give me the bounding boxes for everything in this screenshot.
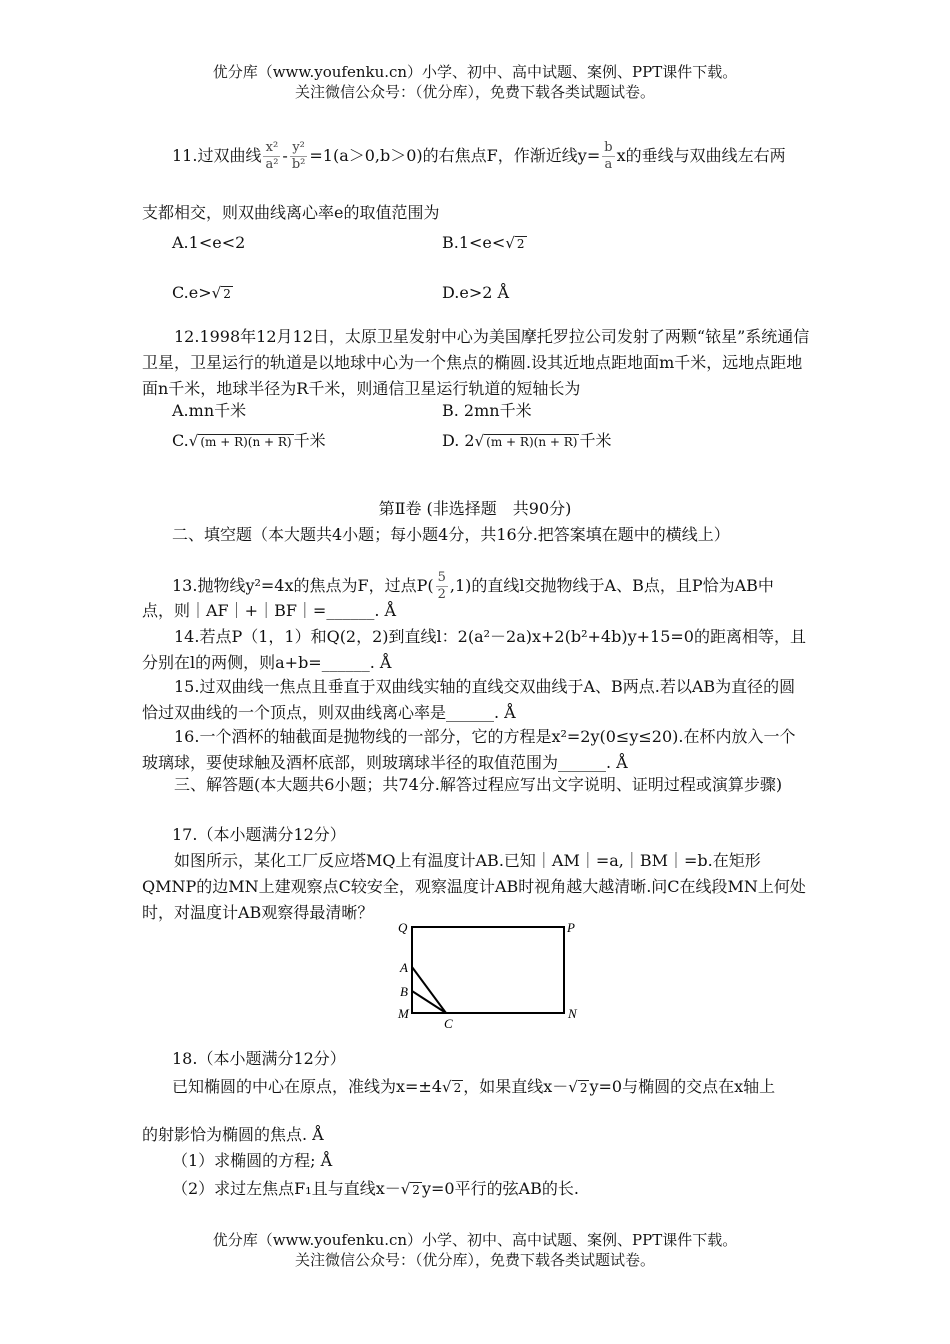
question-11-line-2: 支都相交，则双曲线离心率e的取值范围为 [142, 203, 440, 222]
q11-option-c: C.e>√ 2 [172, 283, 231, 302]
fraction-5-2: $\frac{5}{2}$ [437, 570, 446, 602]
label-m: M [398, 1006, 409, 1021]
q11-option-d: D.e>2 Å [442, 283, 510, 302]
minus-sign: - [282, 146, 288, 165]
fraction-b-a: $\frac{b}{a}$ [604, 140, 613, 172]
question-15-text: 15.过双曲线一焦点且垂直于双曲线实轴的直线交双曲线于A、B两点.若以AB为直径的圆恰过双曲线的一个顶点，则双曲线离心率是______. Å [142, 677, 796, 722]
q12-option-b: B. 2mn千米 [442, 401, 532, 420]
label-q: Q [398, 920, 408, 935]
segment-bc [412, 991, 446, 1013]
q11-suffix: x的垂线与双曲线左右两 [616, 146, 786, 165]
question-17-title: 17.（本小题满分12分） [172, 825, 346, 844]
header-line-2: 关注微信公众号：（优分库），免费下载各类试题试卷。 [294, 83, 655, 101]
question-13-line-2: 点，则｜AF｜+｜BF｜=______. Å [142, 601, 397, 620]
q11-prefix: 11.过双曲线 [172, 146, 262, 165]
question-12-text: 12.1998年12月12日，太原卫星发射中心为美国摩托罗拉公司发射了两颗“铱星”系统通信卫星，卫星运行的轨道是以地球中心为一个焦点的椭圆.设其近地点距地面m千米，远地点距地面n千米，地球半径为R千米，则通信卫星运行轨道的短轴长为 [142, 327, 810, 398]
q11-option-a: A.1<e<2 [172, 233, 246, 252]
q11-mid: =1(a＞0,b＞0)的右焦点F，作渐近线y= [309, 146, 601, 165]
label-b: B [400, 984, 408, 999]
solve-heading: 三、解答题(本大题共6小题；共74分.解答过程应写出文字说明、证明过程或演算步骤) [174, 775, 783, 794]
q12-option-c: C.√ (m + R)(n + R) 千米 [172, 431, 326, 450]
rectangle-qmnp [412, 927, 564, 1013]
header-line-1: 优分库（www.youfenku.cn）小学、初中、高中试题、案例、PPT课件下载。 [212, 63, 738, 81]
question-18-sub-1: （1）求椭圆的方程; Å [172, 1151, 333, 1170]
footer-line-1: 优分库（www.youfenku.cn）小学、初中、高中试题、案例、PPT课件下载。 [212, 1231, 738, 1249]
fraction-y2-b2: $\frac{\text{y²}}{\text{b²}}$ [291, 140, 306, 172]
question-18-title: 18.（本小题满分12分） [172, 1049, 346, 1068]
fill-in-heading: 二、填空题（本大题共4小题；每小题4分，共16分.把答案填在题中的横线上） [172, 525, 730, 544]
q11-option-b: B.1<e<√ 2 [442, 233, 525, 252]
question-18-line-1: 已知椭圆的中心在原点，准线为x=±4√ 2 ，如果直线x－√ 2 y=0与椭圆的交点在x轴上 [172, 1077, 776, 1096]
fraction-x2-a2: $\frac{\text{x²}}{\text{a²}}$ [265, 140, 279, 172]
segment-ac [412, 967, 446, 1013]
part-2-title: 第Ⅱ卷 (非选择题 共90分) [378, 499, 572, 518]
question-17-figure [390, 915, 590, 1035]
label-p: P [567, 920, 575, 935]
label-a: A [400, 960, 408, 975]
footer-line-2: 关注微信公众号：（优分库），免费下载各类试题试卷。 [294, 1251, 655, 1269]
question-16-text: 16.一个酒杯的轴截面是抛物线的一部分，它的方程是x²=2y(0≤y≤20).在杯内放入一个玻璃球，要使球触及酒杯底部，则玻璃球半径的取值范围为______. Å [142, 727, 796, 772]
question-17-text: 如图所示，某化工厂反应塔MQ上有温度计AB.已知｜AM｜=a,｜BM｜=b.在矩形QMNP的边MN上建观察点C较安全，观察温度计AB时视角越大越清晰.问C在线段MN上何处时，对温度计AB观察得最清晰？ [142, 851, 806, 922]
q12-option-a: A.mn千米 [172, 401, 247, 420]
label-c: C [444, 1016, 453, 1031]
question-18-sub-2: （2）求过左焦点F₁且与直线x－√ 2 y=0平行的弦AB的长. [172, 1179, 579, 1198]
label-n: N [568, 1006, 577, 1021]
question-13-line-1: 13.抛物线y²=4x的焦点为F，过点P( $\frac{5}{2}$ ,1)的直线l交抛物线于A、B点，且P恰为AB中 [172, 570, 774, 602]
question-18-line-2: 的射影恰为椭圆的焦点. Å [142, 1125, 324, 1144]
question-14-text: 14.若点P（1，1）和Q(2，2)到直线l：2(a²－2a)x+2(b²+4b)y+15=0的距离相等，且分别在l的两侧，则a+b=______. Å [142, 627, 806, 672]
question-11-line-1 [172, 140, 786, 173]
q12-option-d: D. 2√ (m + R)(n + R) 千米 [442, 431, 612, 450]
